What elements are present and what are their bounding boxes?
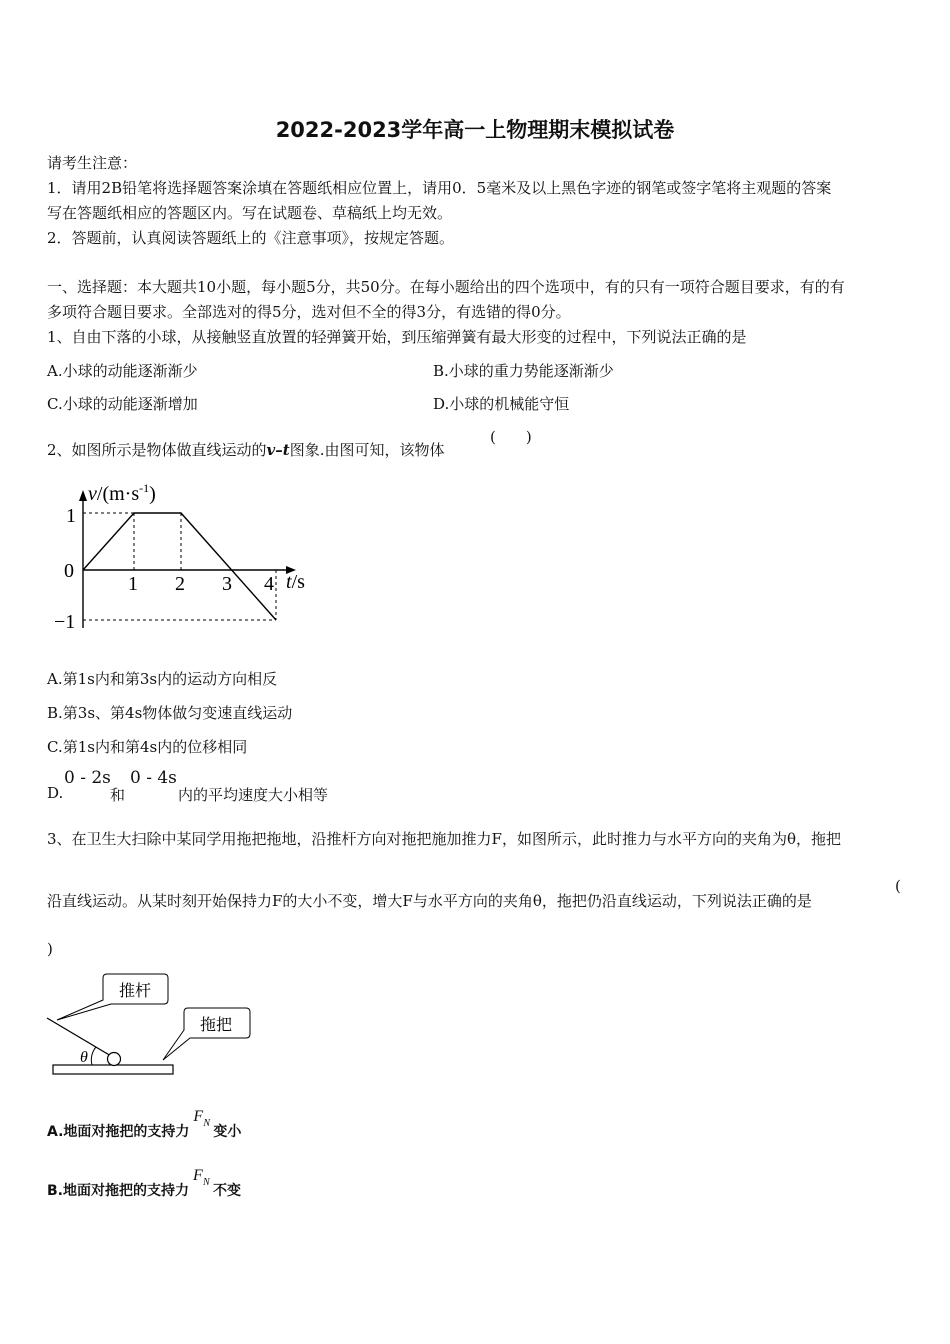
q2-option-d-tail: 内的平均速度大小相等 (178, 786, 329, 804)
fn-symbol: F N (193, 1108, 211, 1129)
q2-option-c: C.第1s内和第4s内的位移相同 (47, 738, 248, 756)
q3-paren-close: ) (47, 940, 53, 958)
q2-stem-post: 图象.由图可知，该物体 (289, 441, 445, 459)
q2-option-d-and: 和 (110, 786, 126, 804)
notice-line-1: 1．请用2B铅笔将选择题答案涂填在答题纸相应位置上，请用0．5毫米及以上黑色字迹的钢笔或签字笔将主观题的答案 (47, 179, 832, 197)
x-axis-label: t/s (286, 571, 305, 593)
section-intro-line-2: 多项符合题目要求。全部选对的得5分，选对但不全的得3分，有选错的得0分。 (47, 303, 571, 321)
q2-answer-paren: ( ) (490, 428, 532, 446)
q1-stem: 1、自由下落的小球，从接触竖直放置的轻弹簧开始，到压缩弹簧有最大形变的过程中，下列说法正确的是 (47, 328, 747, 346)
q3-stem-line-1: 3、在卫生大扫除中某同学用拖把拖地，沿推杆方向对拖把施加推力F，如图所示，此时推力与水平方向的夹角为θ，拖把 (47, 830, 841, 848)
q2-option-b: B.第3s、第4s物体做匀变速直线运动 (47, 704, 293, 722)
q2-stem (47, 439, 444, 460)
q1-option-a: A.小球的动能逐渐渐少 (47, 362, 198, 380)
y-tick-1: 1 (66, 505, 76, 527)
y-tick-neg1: −1 (54, 611, 76, 633)
x-tick-2: 2 (175, 573, 185, 595)
callout-mop-label: 拖把 (200, 1017, 233, 1034)
q2-stem-var: v–t (266, 441, 290, 459)
q2-option-d-label: D. (47, 784, 64, 802)
x-tick-3: 3 (222, 573, 232, 595)
vt-line (83, 513, 276, 620)
q2-option-d-expr2: 0 - 4s (130, 768, 177, 788)
x-tick-4: 4 (264, 573, 274, 595)
q3-paren-open: ( (895, 877, 901, 895)
q1-option-d: D.小球的机械能守恒 (433, 395, 570, 413)
notice-heading: 请考生注意： (47, 154, 138, 172)
section-intro-line-1: 一、选择题：本大题共10小题，每小题5分，共50分。在每小题给出的四个选项中，有的只有一项符合题目要求，有的有 (47, 278, 845, 296)
page-title: 2022-2023学年高一上物理期末模拟试卷 (275, 118, 675, 142)
q3-stem-line-2: 沿直线运动。从某时刻开始保持力F的大小不变，增大F与水平方向的夹角θ，拖把仍沿直线运动，下列说法正确的是 (47, 892, 812, 910)
q1-option-b: B.小球的重力势能逐渐渐少 (433, 362, 614, 380)
fn-symbol: F N (193, 1167, 210, 1188)
push-rod (47, 1018, 111, 1056)
q2-option-a: A.第1s内和第3s内的运动方向相反 (47, 670, 278, 688)
notice-line-2: 写在答题纸相应的答题区内。写在试题卷、草稿纸上均无效。 (47, 204, 453, 222)
angle-label: θ (80, 1049, 88, 1066)
q3-option-a: A.地面对拖把的支持力 F N 变小 (47, 1108, 242, 1140)
y-axis-label: $v/(m\cdot s^{-1})$ (88, 481, 156, 505)
q2-vt-graph (50, 478, 320, 638)
angle-arc (91, 1047, 96, 1065)
callout-rod (57, 974, 168, 1020)
callout-rod-label: 推杆 (119, 983, 152, 1000)
notice-line-3: 2．答题前，认真阅读答题纸上的《注意事项》，按规定答题。 (47, 229, 455, 247)
q3-mop-figure (45, 970, 260, 1080)
q2-stem-pre: 2、如图所示是物体做直线运动的 (47, 441, 267, 459)
q2-option-d-expr1: 0 - 2s (64, 768, 111, 788)
q1-option-c: C.小球的动能逐渐增加 (47, 395, 198, 413)
callout-mop (163, 1008, 250, 1060)
y-axis-arrow (79, 490, 87, 501)
mop-head (108, 1053, 121, 1066)
y-tick-0: 0 (64, 560, 74, 582)
x-tick-1: 1 (128, 573, 138, 595)
q3-option-b: B.地面对拖把的支持力 F N 不变 (47, 1167, 241, 1199)
ground (53, 1065, 173, 1074)
